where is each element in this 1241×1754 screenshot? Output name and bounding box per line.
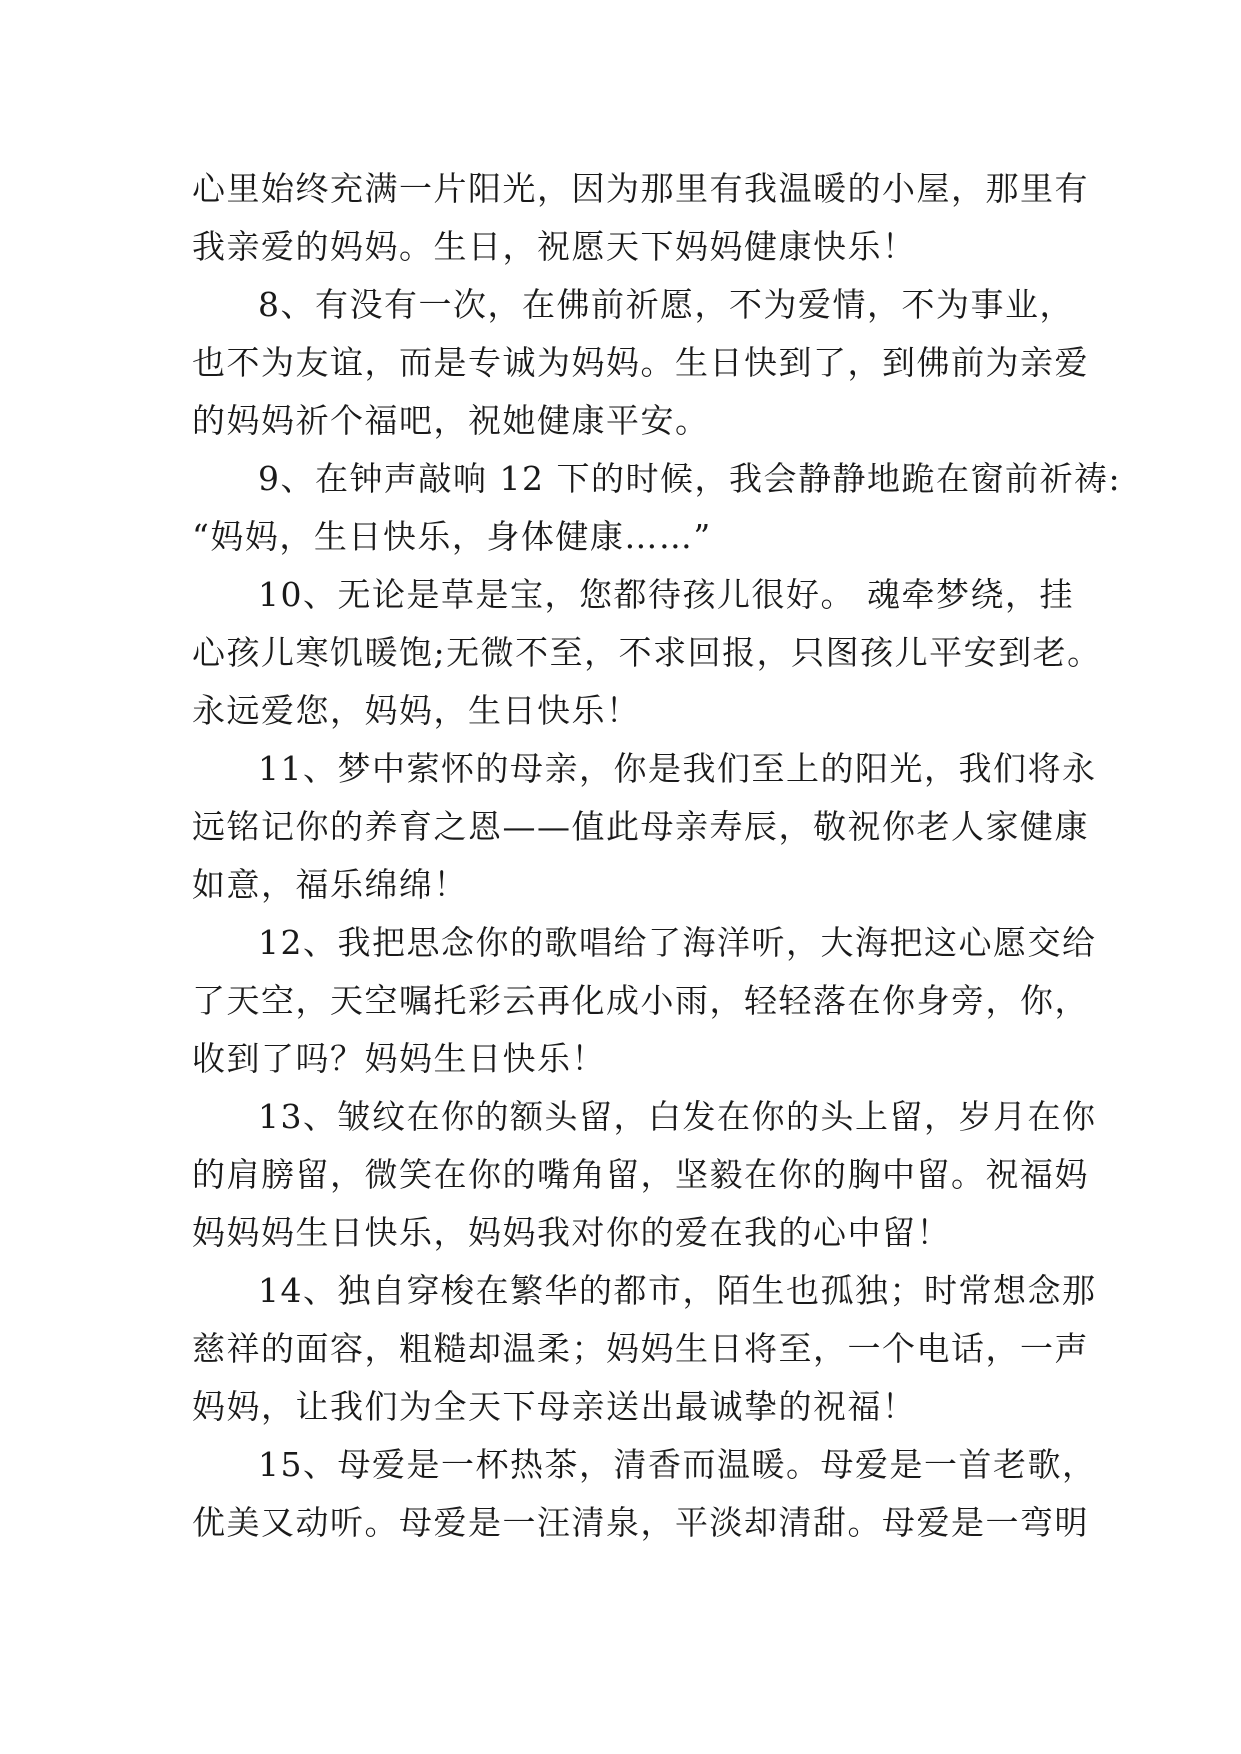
paragraph-12-start: 12、我把思念你的歌唱给了海洋听，大海把这心愿交给 xyxy=(258,923,1097,962)
text-line: 也不为友谊，而是专诚为妈妈。生日快到了，到佛前为亲爱 xyxy=(192,343,1089,382)
paragraph-8-start: 8、有没有一次，在佛前祈愿，不为爱情，不为事业， xyxy=(258,285,1074,324)
text-line: 优美又动听。母爱是一汪清泉，平淡却清甜。母爱是一弯明 xyxy=(192,1503,1089,1542)
paragraph-14-start: 14、独自穿梭在繁华的都市，陌生也孤独；时常想念那 xyxy=(258,1271,1097,1310)
text-line: 妈妈，让我们为全天下母亲送出最诚挚的祝福！ xyxy=(192,1387,917,1426)
body-text xyxy=(192,160,1122,1552)
text-line: 的肩膀留，微笑在你的嘴角留，坚毅在你的胸中留。祝福妈 xyxy=(192,1155,1089,1194)
text-line: 永远爱您，妈妈，生日快乐！ xyxy=(192,691,641,730)
paragraph-10-start: 10、无论是草是宝，您都待孩儿很好。 魂牵梦绕，挂 xyxy=(258,575,1074,614)
text-line: 的妈妈祈个福吧，祝她健康平安。 xyxy=(192,401,710,440)
text-line: 慈祥的面容，粗糙却温柔；妈妈生日将至，一个电话，一声 xyxy=(192,1329,1089,1368)
text-line: 了天空，天空嘱托彩云再化成小雨，轻轻落在你身旁，你， xyxy=(192,981,1089,1020)
paragraph-15-start: 15、母爱是一杯热茶，清香而温暖。母爱是一首老歌， xyxy=(258,1445,1097,1484)
text-line: 如意，福乐绵绵！ xyxy=(192,865,468,904)
text-line: “妈妈，生日快乐，身体健康……” xyxy=(192,517,712,556)
text-line: 远铭记你的养育之恩——值此母亲寿辰，敬祝你老人家健康 xyxy=(192,807,1089,846)
text-line: 心里始终充满一片阳光，因为那里有我温暖的小屋，那里有 xyxy=(192,169,1089,208)
text-line: 心孩儿寒饥暖饱;无微不至，不求回报，只图孩儿平安到老。 xyxy=(192,633,1102,672)
text-line: 我亲爱的妈妈。生日，祝愿天下妈妈健康快乐！ xyxy=(192,227,917,266)
text-line: 妈妈妈生日快乐，妈妈我对你的爱在我的心中留！ xyxy=(192,1213,951,1252)
paragraph-9-start: 9、在钟声敲响 12 下的时候，我会静静地跪在窗前祈祷: xyxy=(258,459,1122,498)
paragraph-11-start: 11、梦中萦怀的母亲，你是我们至上的阳光，我们将永 xyxy=(258,749,1097,788)
paragraph-13-start: 13、皱纹在你的额头留，白发在你的头上留，岁月在你 xyxy=(258,1097,1097,1136)
text-line: 收到了吗？妈妈生日快乐！ xyxy=(192,1039,606,1078)
